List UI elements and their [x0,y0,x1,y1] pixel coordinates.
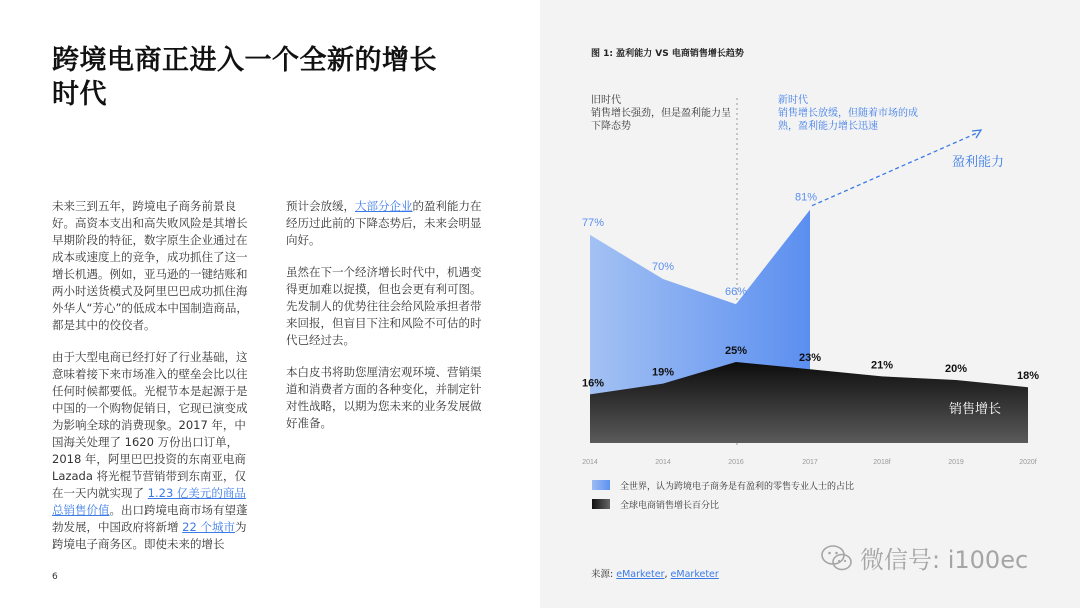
wechat-icon [820,544,854,572]
source-label: 来源: [591,569,617,580]
text-column-2 [286,198,488,447]
trend-chart [540,0,1080,608]
paragraph: 本白皮书将助您厘清宏观环境、营销渠道和消费者方面的各种变化，并制定针对性战略，以期为您未来的业务发展做好准备。 [286,365,482,430]
x-tick-label: 2020f [1019,459,1037,466]
profit-label: 70% [651,261,675,273]
paragraph [286,198,488,249]
x-tick-label: 2016 [728,459,744,466]
paragraph-text: 由于大型电商已经打好了行业基础，这意味着接下来市场准入的壁垒会比以往任何时候都要低。光棍节本是起源于是中国的一个购物促销日，它现已演变成为影响全球的消费现象。2017 年，中国海关处理了 1620 万份出口订单，2018 年，阿里巴巴投资的东南亚电商 Lazada 将光棍节营销带到东南亚，仅在一天内就实现了 [52,350,248,500]
text-column-1 [52,198,254,568]
right-page [540,0,1080,608]
profit-label: 66% [724,286,748,299]
paragraph-text: 的盈利能力在经历过此前的下降态势后，未来会明显向好。 [286,199,482,247]
paragraph-text: 为跨境电子商务区。即使未来的增长 [52,520,247,551]
watermark [820,540,1028,575]
new-era-title: 新时代 [778,95,808,106]
profit-trend-dashed-line [812,133,977,206]
watermark-text: 微信号: i100ec [860,546,1029,574]
growth-label: 25% [724,345,748,357]
profit-label: 81% [794,191,818,204]
x-tick-label: 2019 [948,459,964,466]
page-number: 6 [52,572,58,582]
source-sep: , [664,569,671,580]
x-tick-label: 2017 [802,459,818,466]
new-era-desc: 销售增长放缓，但随着市场的成熟，盈利能力增长迅速 [778,108,918,132]
profit-label: 77% [581,216,605,229]
gmv-link[interactable]: 1.23 亿美元的商品总销售价值 [52,486,246,517]
x-tick-label: 2014 [655,459,671,466]
growth-label: 18% [1016,370,1040,383]
source-line [591,566,719,580]
old-era-desc: 销售增长强劲，但是盈利能力呈下降态势 [591,108,731,132]
legend [592,478,854,516]
figure-title: 图 1: 盈利能力 VS 电商销售增长趋势 [591,49,744,59]
enterprises-link[interactable]: 大部分企业 [355,199,413,213]
paragraph [52,349,254,553]
growth-label: 21% [870,359,894,372]
paragraph-text: 。出口跨境电商市场有望蓬勃发展，中国政府将新增 [52,503,248,534]
growth-label: 23% [798,352,822,365]
growth-label: 16% [581,377,605,390]
source-link-2[interactable]: eMarketer [670,569,719,580]
x-tick-label: 2018f [873,459,891,466]
growth-series-label: 销售增长 [948,401,1002,416]
legend-swatch-dark [592,499,610,509]
title-line-2: 时代 [52,79,107,110]
old-era-title: 旧时代 [591,95,621,106]
paragraph: 未来三到五年，跨境电子商务前景良好。高资本支出和高失败风险是其增长早期阶段的特征，数字原生企业通过在成本或速度上的竞争，成功抓住了这一增长机遇。例如，亚马逊的一键结账和两小时送货模式及阿里巴巴成功抓住海外华人“芳心”的低成本中国制造商品，都是其中的佼佼者。 [52,199,248,332]
paragraph-text: 预计会放缓， [286,199,355,213]
growth-label: 19% [651,366,675,379]
legend-label-growth: 全球电商销售增长百分比 [620,500,720,511]
legend-item-profit [592,478,854,492]
page-title [52,44,492,112]
legend-swatch-blue [592,480,610,490]
paragraph: 虽然在下一个经济增长时代中，机遇变得更加难以捉摸，但也会更有利可图。先发制人的优势往往会给风险承担者带来回报，但盲目下注和风险不可估的时代已经过去。 [286,265,482,347]
growth-label: 20% [944,363,968,375]
title-line-1: 跨境电商正进入一个全新的增长 [52,45,437,76]
x-tick-label: 2014 [582,459,598,466]
source-link-1[interactable]: eMarketer [616,569,665,580]
legend-item-growth [592,497,854,511]
cities-link[interactable]: 22 个城市 [182,520,235,534]
profit-series-label: 盈利能力 [951,154,1005,169]
legend-label-profit: 全世界，认为跨境电子商务是有盈利的零售专业人士的占比 [620,481,855,492]
